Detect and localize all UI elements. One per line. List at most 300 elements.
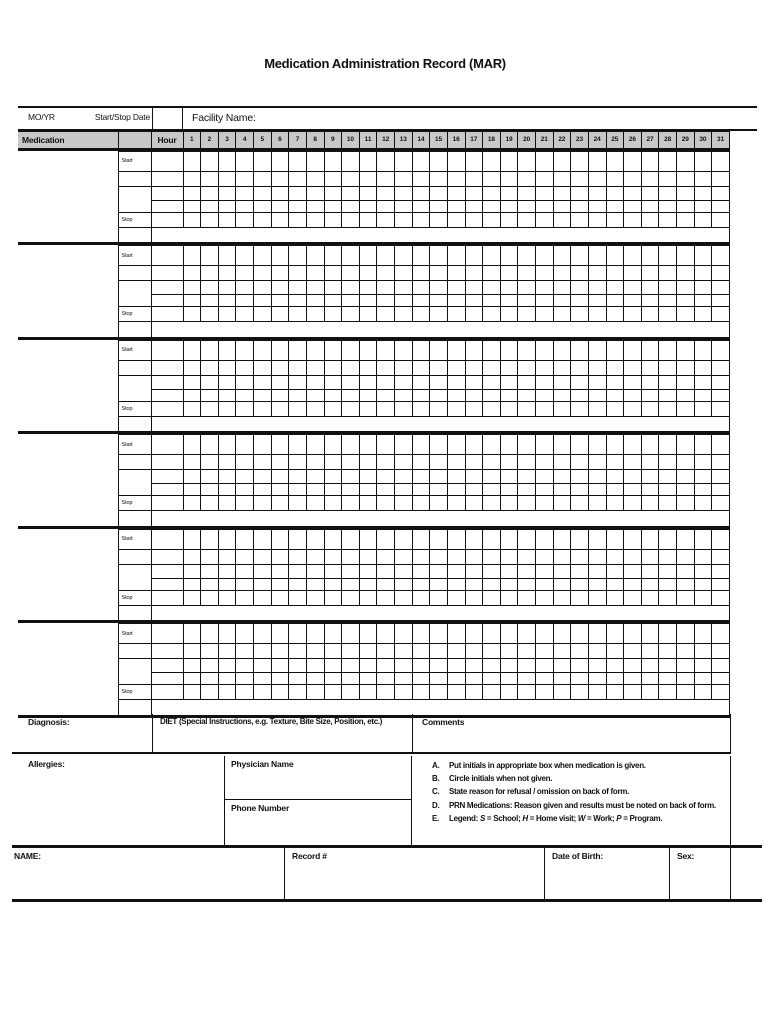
day-cell[interactable] (342, 200, 360, 212)
day-cell[interactable] (483, 659, 501, 673)
day-cell[interactable] (447, 186, 465, 200)
day-cell[interactable] (465, 360, 483, 375)
day-cell[interactable] (306, 389, 324, 401)
day-cell[interactable] (659, 455, 677, 470)
day-cell[interactable] (377, 200, 395, 212)
day-cell[interactable] (536, 151, 554, 171)
day-cell[interactable] (712, 200, 730, 212)
day-cell[interactable] (218, 496, 236, 511)
day-cell[interactable] (183, 624, 201, 644)
day-cell[interactable] (518, 212, 536, 227)
day-cell[interactable] (712, 590, 730, 605)
day-cell[interactable] (447, 659, 465, 673)
day-cell[interactable] (553, 590, 571, 605)
day-cell[interactable] (430, 281, 448, 295)
day-cell[interactable] (289, 360, 307, 375)
day-cell[interactable] (395, 455, 413, 470)
day-cell[interactable] (395, 564, 413, 578)
day-cell[interactable] (377, 389, 395, 401)
hour-cell[interactable] (151, 200, 183, 212)
day-cell[interactable] (641, 171, 659, 186)
day-cell[interactable] (571, 484, 589, 496)
day-cell[interactable] (483, 529, 501, 549)
day-cell[interactable] (677, 624, 695, 644)
day-cell[interactable] (553, 246, 571, 266)
day-cell[interactable] (218, 151, 236, 171)
day-cell[interactable] (571, 564, 589, 578)
day-cell[interactable] (553, 401, 571, 416)
day-cell[interactable] (641, 435, 659, 455)
day-cell[interactable] (536, 455, 554, 470)
day-cell[interactable] (201, 200, 219, 212)
day-cell[interactable] (606, 529, 624, 549)
day-cell[interactable] (342, 529, 360, 549)
day-cell[interactable] (271, 529, 289, 549)
day-cell[interactable] (254, 281, 272, 295)
day-cell[interactable] (324, 295, 342, 307)
day-cell[interactable] (359, 212, 377, 227)
day-cell[interactable] (271, 200, 289, 212)
day-cell[interactable] (694, 212, 712, 227)
day-cell[interactable] (712, 246, 730, 266)
day-cell[interactable] (483, 246, 501, 266)
day-cell[interactable] (218, 685, 236, 700)
hour-cell[interactable] (151, 484, 183, 496)
day-cell[interactable] (553, 529, 571, 549)
day-cell[interactable] (183, 401, 201, 416)
moyr-cell[interactable] (18, 108, 152, 129)
day-cell[interactable] (483, 151, 501, 171)
day-cell[interactable] (342, 186, 360, 200)
day-cell[interactable] (588, 455, 606, 470)
day-cell[interactable] (712, 360, 730, 375)
day-cell[interactable] (624, 246, 642, 266)
day-cell[interactable] (324, 644, 342, 659)
day-cell[interactable] (447, 171, 465, 186)
day-cell[interactable] (500, 186, 518, 200)
day-cell[interactable] (183, 171, 201, 186)
day-cell[interactable] (606, 281, 624, 295)
day-cell[interactable] (201, 549, 219, 564)
day-cell[interactable] (412, 246, 430, 266)
day-cell[interactable] (465, 295, 483, 307)
day-cell[interactable] (236, 151, 254, 171)
day-cell[interactable] (712, 470, 730, 484)
day-cell[interactable] (659, 470, 677, 484)
day-cell[interactable] (624, 564, 642, 578)
hour-cell[interactable] (151, 659, 183, 673)
day-cell[interactable] (641, 549, 659, 564)
day-cell[interactable] (254, 360, 272, 375)
day-cell[interactable] (324, 590, 342, 605)
day-cell[interactable] (430, 578, 448, 590)
day-cell[interactable] (447, 590, 465, 605)
day-cell[interactable] (712, 529, 730, 549)
day-cell[interactable] (641, 375, 659, 389)
day-cell[interactable] (430, 200, 448, 212)
day-cell[interactable] (183, 151, 201, 171)
day-cell[interactable] (606, 212, 624, 227)
physician-name-cell[interactable] (225, 756, 411, 800)
day-cell[interactable] (201, 375, 219, 389)
day-cell[interactable] (641, 624, 659, 644)
day-cell[interactable] (553, 624, 571, 644)
day-cell[interactable] (342, 578, 360, 590)
medication-name-cell[interactable] (18, 435, 118, 526)
day-cell[interactable] (624, 151, 642, 171)
day-cell[interactable] (430, 470, 448, 484)
day-cell[interactable] (430, 171, 448, 186)
date-of-birth-cell[interactable] (545, 848, 670, 899)
day-cell[interactable] (254, 455, 272, 470)
day-cell[interactable] (588, 151, 606, 171)
day-cell[interactable] (500, 496, 518, 511)
day-cell[interactable] (324, 470, 342, 484)
day-cell[interactable] (289, 578, 307, 590)
day-cell[interactable] (183, 375, 201, 389)
day-cell[interactable] (624, 340, 642, 360)
day-cell[interactable] (465, 171, 483, 186)
day-cell[interactable] (624, 496, 642, 511)
day-cell[interactable] (359, 401, 377, 416)
hour-cell[interactable] (151, 496, 183, 511)
day-cell[interactable] (641, 401, 659, 416)
day-cell[interactable] (606, 246, 624, 266)
day-cell[interactable] (271, 590, 289, 605)
day-cell[interactable] (254, 212, 272, 227)
day-cell[interactable] (712, 151, 730, 171)
day-cell[interactable] (677, 389, 695, 401)
day-cell[interactable] (465, 200, 483, 212)
day-cell[interactable] (201, 266, 219, 281)
day-cell[interactable] (483, 186, 501, 200)
day-cell[interactable] (430, 496, 448, 511)
day-cell[interactable] (712, 578, 730, 590)
day-cell[interactable] (465, 578, 483, 590)
day-cell[interactable] (271, 375, 289, 389)
day-cell[interactable] (342, 659, 360, 673)
day-cell[interactable] (271, 685, 289, 700)
day-cell[interactable] (342, 644, 360, 659)
day-cell[interactable] (271, 496, 289, 511)
day-cell[interactable] (254, 295, 272, 307)
day-cell[interactable] (677, 470, 695, 484)
day-cell[interactable] (483, 644, 501, 659)
day-cell[interactable] (553, 200, 571, 212)
day-cell[interactable] (518, 590, 536, 605)
day-cell[interactable] (201, 564, 219, 578)
day-cell[interactable] (694, 470, 712, 484)
day-cell[interactable] (677, 496, 695, 511)
medication-name-cell[interactable] (18, 151, 118, 242)
day-cell[interactable] (324, 685, 342, 700)
day-cell[interactable] (606, 673, 624, 685)
day-cell[interactable] (412, 340, 430, 360)
day-cell[interactable] (588, 246, 606, 266)
day-cell[interactable] (588, 659, 606, 673)
day-cell[interactable] (306, 375, 324, 389)
day-cell[interactable] (218, 401, 236, 416)
day-cell[interactable] (324, 578, 342, 590)
day-cell[interactable] (183, 266, 201, 281)
day-cell[interactable] (571, 496, 589, 511)
day-cell[interactable] (483, 435, 501, 455)
day-cell[interactable] (536, 171, 554, 186)
day-cell[interactable] (359, 340, 377, 360)
day-cell[interactable] (465, 484, 483, 496)
day-cell[interactable] (553, 151, 571, 171)
day-cell[interactable] (536, 295, 554, 307)
day-cell[interactable] (641, 246, 659, 266)
day-cell[interactable] (324, 435, 342, 455)
day-cell[interactable] (500, 281, 518, 295)
hour-cell[interactable] (151, 624, 183, 644)
day-cell[interactable] (465, 624, 483, 644)
day-cell[interactable] (606, 389, 624, 401)
day-cell[interactable] (183, 590, 201, 605)
day-cell[interactable] (271, 659, 289, 673)
day-cell[interactable] (271, 246, 289, 266)
day-cell[interactable] (694, 644, 712, 659)
day-cell[interactable] (183, 389, 201, 401)
day-cell[interactable] (377, 470, 395, 484)
day-cell[interactable] (518, 549, 536, 564)
day-cell[interactable] (271, 470, 289, 484)
day-cell[interactable] (500, 529, 518, 549)
hour-cell[interactable] (151, 186, 183, 200)
day-cell[interactable] (412, 375, 430, 389)
day-cell[interactable] (218, 186, 236, 200)
day-cell[interactable] (254, 246, 272, 266)
day-cell[interactable] (677, 435, 695, 455)
block-footer-cell[interactable] (151, 700, 730, 715)
day-cell[interactable] (677, 685, 695, 700)
day-cell[interactable] (624, 578, 642, 590)
day-cell[interactable] (553, 360, 571, 375)
day-cell[interactable] (342, 340, 360, 360)
day-cell[interactable] (271, 186, 289, 200)
day-cell[interactable] (201, 389, 219, 401)
day-cell[interactable] (588, 340, 606, 360)
day-cell[interactable] (641, 307, 659, 322)
hour-cell[interactable] (151, 151, 183, 171)
block-footer-cell[interactable] (151, 227, 730, 242)
day-cell[interactable] (218, 266, 236, 281)
day-cell[interactable] (430, 186, 448, 200)
day-cell[interactable] (377, 644, 395, 659)
day-cell[interactable] (588, 673, 606, 685)
day-cell[interactable] (694, 200, 712, 212)
day-cell[interactable] (694, 246, 712, 266)
day-cell[interactable] (500, 455, 518, 470)
day-cell[interactable] (694, 435, 712, 455)
day-cell[interactable] (430, 212, 448, 227)
day-cell[interactable] (500, 340, 518, 360)
day-cell[interactable] (536, 281, 554, 295)
day-cell[interactable] (606, 624, 624, 644)
day-cell[interactable] (395, 578, 413, 590)
day-cell[interactable] (183, 673, 201, 685)
day-cell[interactable] (324, 171, 342, 186)
day-cell[interactable] (254, 685, 272, 700)
day-cell[interactable] (641, 659, 659, 673)
day-cell[interactable] (254, 151, 272, 171)
day-cell[interactable] (395, 266, 413, 281)
day-cell[interactable] (624, 624, 642, 644)
day-cell[interactable] (465, 281, 483, 295)
day-cell[interactable] (659, 529, 677, 549)
day-cell[interactable] (641, 340, 659, 360)
day-cell[interactable] (641, 455, 659, 470)
day-cell[interactable] (201, 295, 219, 307)
day-cell[interactable] (606, 496, 624, 511)
day-cell[interactable] (659, 624, 677, 644)
day-cell[interactable] (571, 659, 589, 673)
day-cell[interactable] (624, 659, 642, 673)
day-cell[interactable] (324, 200, 342, 212)
day-cell[interactable] (289, 496, 307, 511)
day-cell[interactable] (306, 590, 324, 605)
day-cell[interactable] (289, 281, 307, 295)
day-cell[interactable] (641, 200, 659, 212)
day-cell[interactable] (254, 590, 272, 605)
day-cell[interactable] (271, 307, 289, 322)
day-cell[interactable] (588, 360, 606, 375)
day-cell[interactable] (324, 375, 342, 389)
day-cell[interactable] (412, 644, 430, 659)
day-cell[interactable] (677, 673, 695, 685)
day-cell[interactable] (447, 212, 465, 227)
day-cell[interactable] (694, 529, 712, 549)
day-cell[interactable] (412, 281, 430, 295)
day-cell[interactable] (694, 659, 712, 673)
day-cell[interactable] (271, 401, 289, 416)
day-cell[interactable] (677, 578, 695, 590)
day-cell[interactable] (342, 295, 360, 307)
day-cell[interactable] (712, 295, 730, 307)
hour-cell[interactable] (151, 266, 183, 281)
day-cell[interactable] (677, 295, 695, 307)
day-cell[interactable] (324, 529, 342, 549)
day-cell[interactable] (483, 685, 501, 700)
day-cell[interactable] (201, 435, 219, 455)
day-cell[interactable] (606, 295, 624, 307)
day-cell[interactable] (694, 389, 712, 401)
hour-cell[interactable] (151, 590, 183, 605)
day-cell[interactable] (465, 470, 483, 484)
day-cell[interactable] (183, 307, 201, 322)
day-cell[interactable] (395, 375, 413, 389)
hour-cell[interactable] (151, 307, 183, 322)
day-cell[interactable] (624, 375, 642, 389)
day-cell[interactable] (289, 624, 307, 644)
day-cell[interactable] (254, 624, 272, 644)
day-cell[interactable] (571, 307, 589, 322)
day-cell[interactable] (588, 186, 606, 200)
hour-cell[interactable] (151, 171, 183, 186)
day-cell[interactable] (536, 307, 554, 322)
day-cell[interactable] (183, 186, 201, 200)
day-cell[interactable] (395, 186, 413, 200)
day-cell[interactable] (236, 200, 254, 212)
day-cell[interactable] (359, 484, 377, 496)
day-cell[interactable] (553, 186, 571, 200)
day-cell[interactable] (659, 496, 677, 511)
day-cell[interactable] (536, 590, 554, 605)
day-cell[interactable] (500, 389, 518, 401)
day-cell[interactable] (624, 307, 642, 322)
day-cell[interactable] (289, 151, 307, 171)
block-footer-cell[interactable] (151, 605, 730, 620)
day-cell[interactable] (659, 401, 677, 416)
day-cell[interactable] (306, 673, 324, 685)
day-cell[interactable] (536, 484, 554, 496)
day-cell[interactable] (430, 295, 448, 307)
day-cell[interactable] (289, 246, 307, 266)
day-cell[interactable] (694, 455, 712, 470)
day-cell[interactable] (289, 266, 307, 281)
day-cell[interactable] (518, 389, 536, 401)
day-cell[interactable] (306, 340, 324, 360)
day-cell[interactable] (588, 685, 606, 700)
day-cell[interactable] (588, 644, 606, 659)
day-cell[interactable] (536, 186, 554, 200)
day-cell[interactable] (447, 266, 465, 281)
day-cell[interactable] (395, 200, 413, 212)
day-cell[interactable] (553, 375, 571, 389)
day-cell[interactable] (218, 375, 236, 389)
day-cell[interactable] (500, 564, 518, 578)
day-cell[interactable] (201, 340, 219, 360)
day-cell[interactable] (465, 389, 483, 401)
day-cell[interactable] (571, 578, 589, 590)
day-cell[interactable] (553, 340, 571, 360)
day-cell[interactable] (359, 246, 377, 266)
day-cell[interactable] (500, 212, 518, 227)
day-cell[interactable] (659, 200, 677, 212)
day-cell[interactable] (500, 644, 518, 659)
day-cell[interactable] (677, 549, 695, 564)
day-cell[interactable] (236, 307, 254, 322)
day-cell[interactable] (465, 266, 483, 281)
day-cell[interactable] (236, 484, 254, 496)
day-cell[interactable] (306, 307, 324, 322)
day-cell[interactable] (500, 171, 518, 186)
day-cell[interactable] (412, 549, 430, 564)
day-cell[interactable] (342, 435, 360, 455)
day-cell[interactable] (377, 307, 395, 322)
day-cell[interactable] (218, 200, 236, 212)
day-cell[interactable] (500, 484, 518, 496)
day-cell[interactable] (289, 470, 307, 484)
hour-cell[interactable] (151, 435, 183, 455)
moyr-blank-cell[interactable] (152, 108, 183, 129)
day-cell[interactable] (430, 685, 448, 700)
day-cell[interactable] (712, 266, 730, 281)
day-cell[interactable] (306, 685, 324, 700)
day-cell[interactable] (395, 590, 413, 605)
day-cell[interactable] (377, 340, 395, 360)
medication-name-cell[interactable] (18, 246, 118, 337)
day-cell[interactable] (606, 151, 624, 171)
day-cell[interactable] (183, 484, 201, 496)
day-cell[interactable] (236, 295, 254, 307)
day-cell[interactable] (430, 624, 448, 644)
day-cell[interactable] (677, 564, 695, 578)
day-cell[interactable] (553, 455, 571, 470)
day-cell[interactable] (254, 659, 272, 673)
diet-cell[interactable] (152, 714, 412, 752)
